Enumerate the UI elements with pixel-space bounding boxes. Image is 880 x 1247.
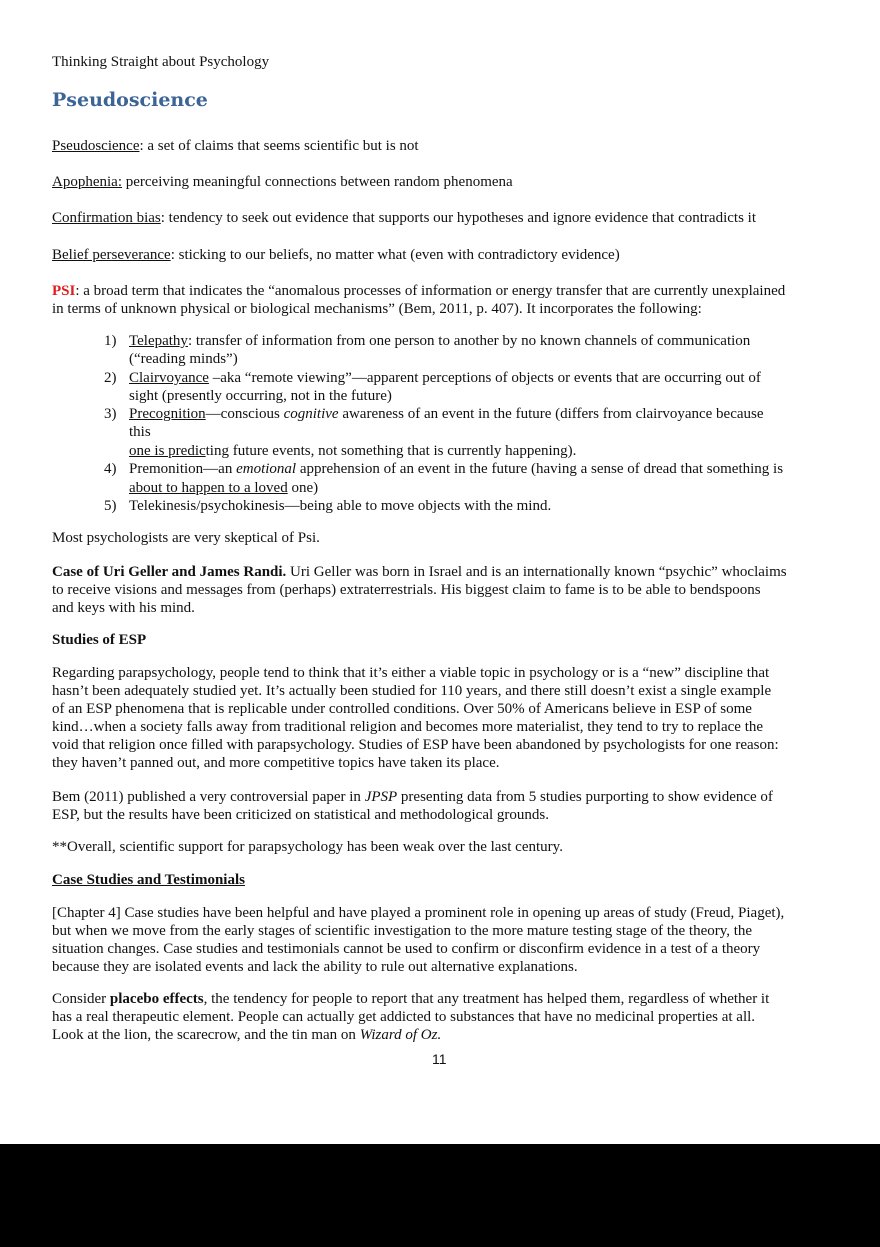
- definition-belief-perseverance: [52, 246, 620, 264]
- page-number: 11: [432, 1051, 447, 1067]
- case-paragraph-line: but when we move from the early stages of scientific investigation to the more mature testing stage of the theory, the: [52, 923, 753, 939]
- psi-definition-line1: [52, 282, 785, 300]
- term: Confirmation bias: [52, 210, 161, 226]
- esp-paragraph-line: Regarding parapsychology, people tend to think that it’s either a viable topic in psychology or is a “new” discipline that: [52, 665, 770, 681]
- item-text: awareness of an event in the future (differs from clairvoyance because: [338, 406, 764, 422]
- section-title: Pseudoscience: [52, 89, 208, 111]
- movie-title: Wizard of Oz.: [359, 1027, 442, 1043]
- term: Precognition: [129, 406, 206, 422]
- term: Belief perseverance: [52, 247, 171, 263]
- list-number: 2): [104, 370, 117, 386]
- list-item-clairvoyance: [129, 369, 761, 387]
- case-paragraph-line: [Chapter 4] Case studies have been helpful and have played a prominent role in opening up areas of study (Freud, Piaget),: [52, 905, 785, 921]
- bottom-black-bar: [0, 1144, 880, 1247]
- geller-heading: Case of Uri Geller and James Randi.: [52, 564, 287, 580]
- list-item-precognition: [129, 405, 764, 423]
- definition-text: : sticking to our beliefs, no matter what (even with contradictory evidence): [170, 247, 620, 263]
- list-item-premonition: [129, 460, 783, 478]
- placebo-text: , the tendency for people to report that any treatment has helped them, regardless of whether it: [203, 991, 770, 1007]
- psi-text: : a broad term that indicates the “anomalous processes of information or energy transfer that are currently unexplained: [75, 283, 786, 299]
- esp-paragraph-line: kind…when a society falls away from traditional religion and becomes more materialist, they tend to try to replace the: [52, 719, 764, 735]
- term: Apophenia:: [52, 174, 122, 190]
- list-item-clairvoyance-cont: sight (presently occurring, not in the future): [129, 388, 392, 404]
- definition-pseudoscience: [52, 137, 419, 155]
- item-text: ting future events, not something that is currently happening).: [205, 443, 577, 459]
- geller-line2: to receive visions and messages from (perhaps) extraterrestrials. His biggest claim to fame is to be able to bendspoons: [52, 582, 761, 598]
- bem-text: presenting data from 5 studies purporting to show evidence of: [397, 789, 773, 805]
- definition-apophenia: [52, 173, 513, 191]
- item-text: apprehension of an event in the future (having a sense of dread that something is: [296, 461, 784, 477]
- definition-confirmation-bias: [52, 209, 756, 227]
- term: Premonition: [129, 461, 204, 477]
- placebo-line2: has a real therapeutic element. People can actually get addicted to substances that have no medicinal properties at all.: [52, 1009, 756, 1025]
- bem-text: Bem (2011) published a very controversial paper in: [52, 789, 365, 805]
- placebo-line1: [52, 990, 769, 1008]
- running-header: Thinking Straight about Psychology: [52, 54, 270, 70]
- list-item-precognition-cont: this: [129, 424, 151, 440]
- esp-paragraph-line: void that religion once filled with parapsychology. Studies of ESP have been abandoned by psychologists for one reason:: [52, 737, 779, 753]
- item-text-italic: emotional: [236, 461, 297, 477]
- list-item-premonition-cont: [129, 479, 318, 497]
- list-number: 1): [104, 333, 117, 349]
- esp-paragraph-line: they haven’t panned out, and more competitive topics have taken its place.: [52, 755, 500, 771]
- esp-paragraph-line: of an ESP phenomena that is replicable under controlled conditions. Over 50% of Americans believe in ESP of some: [52, 701, 752, 717]
- item-text-underlined: one is predic: [129, 443, 206, 459]
- case-paragraph-line: because they are isolated events and lack the ability to rule out alternative explanations.: [52, 959, 578, 975]
- term: Pseudoscience: [52, 138, 140, 154]
- list-item-precognition-cont2: [129, 442, 576, 460]
- item-text: –aka “remote viewing”—apparent perceptions of objects or events that are occurring out of: [208, 370, 761, 386]
- definition-text: : a set of claims that seems scientific but is not: [139, 138, 419, 154]
- bem-line1: [52, 788, 773, 806]
- item-text: —conscious: [205, 406, 284, 422]
- placebo-text: Look at the lion, the scarecrow, and the tin man on: [52, 1027, 360, 1043]
- list-item-telekinesis: Telekinesis/psychokinesis—being able to move objects with the mind.: [129, 498, 552, 514]
- esp-paragraph-line: hasn’t been adequately studied yet. It’s actually been studied for 110 years, and there still doesn’t exist a single example: [52, 683, 772, 699]
- case-studies-heading: Case Studies and Testimonials: [52, 872, 245, 888]
- psi-definition-line2: in terms of unknown physical or biological mechanisms” (Bem, 2011, p. 407). It incorporates the following:: [52, 301, 702, 317]
- geller-text: Uri Geller was born in Israel and is an internationally known “psychic” whoclaims: [286, 564, 787, 580]
- item-text: : transfer of information from one person to another by no known channels of communication: [187, 333, 751, 349]
- list-item-telepathy-cont: (“reading minds”): [129, 351, 238, 367]
- definition-text: : tendency to seek out evidence that supports our hypotheses and ignore evidence that contradicts it: [160, 210, 756, 226]
- placebo-term: placebo effects: [109, 991, 204, 1007]
- esp-heading: Studies of ESP: [52, 632, 147, 648]
- geller-line3: and keys with his mind.: [52, 600, 195, 616]
- list-number: 3): [104, 406, 117, 422]
- list-number: 4): [104, 461, 117, 477]
- bem-line2: ESP, but the results have been criticized on statistical and methodological grounds.: [52, 807, 549, 823]
- definition-text: perceiving meaningful connections between random phenomena: [121, 174, 513, 190]
- item-text-underlined: about to happen to a loved: [129, 480, 288, 496]
- term: Clairvoyance: [129, 370, 209, 386]
- item-text-italic: cognitive: [283, 406, 339, 422]
- term: Telepathy: [129, 333, 188, 349]
- placebo-line3: [52, 1026, 441, 1044]
- item-text: —an: [203, 461, 237, 477]
- overall-note: **Overall, scientific support for parapsychology has been weak over the last century.: [52, 839, 563, 855]
- case-paragraph-line: situation changes. Case studies and testimonials cannot be used to confirm or disconfirm evidence in a test of a theory: [52, 941, 761, 957]
- list-number: 5): [104, 498, 117, 514]
- psi-term: PSI: [52, 283, 76, 299]
- item-text: one): [287, 480, 319, 496]
- journal-name: JPSP: [364, 789, 398, 805]
- placebo-text: Consider: [52, 991, 110, 1007]
- geller-line1: [52, 563, 787, 581]
- skeptical-paragraph: Most psychologists are very skeptical of Psi.: [52, 530, 320, 546]
- list-item-telepathy: [129, 332, 750, 350]
